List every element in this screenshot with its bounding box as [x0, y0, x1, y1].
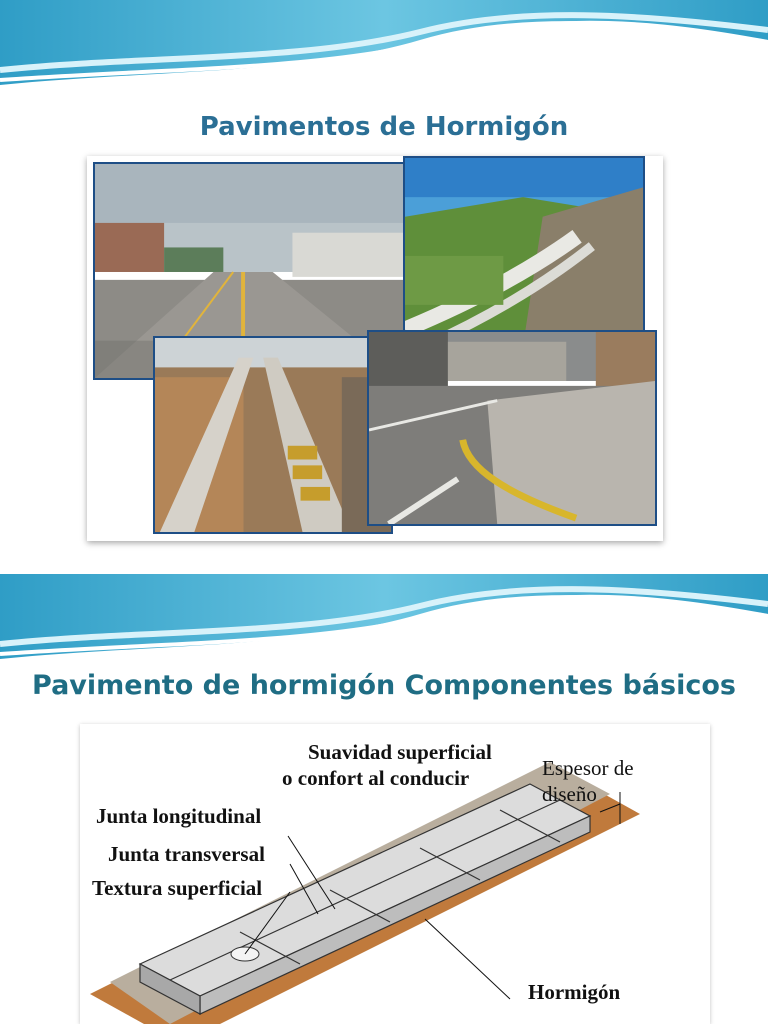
header-wave-decoration — [0, 574, 768, 664]
photo-collage — [87, 156, 663, 541]
paving-construction-photo — [153, 336, 393, 534]
pavement-components-diagram — [80, 724, 710, 1024]
highway-curve-photo — [403, 156, 645, 348]
label-smoothness-line2: o confort al conducir — [282, 766, 470, 790]
slide-title: Pavimento de hormigón Componentes básicos — [32, 670, 736, 701]
label-surface-texture: Textura superficial — [92, 876, 263, 900]
slide-title: Pavimentos de Hormigón — [199, 112, 569, 142]
street-corner-photo — [367, 330, 657, 526]
slide-2 — [0, 574, 768, 1024]
label-thickness-line2: diseño — [542, 782, 597, 806]
label-thickness-line1: Espesor de — [542, 756, 634, 780]
label-transverse-joint: Junta transversal — [108, 842, 265, 866]
label-concrete: Hormigón — [528, 980, 621, 1004]
label-longitudinal-joint: Junta longitudinal — [96, 804, 262, 828]
label-smoothness-line1: Suavidad superficial — [308, 740, 492, 764]
header-wave-decoration — [0, 0, 768, 90]
